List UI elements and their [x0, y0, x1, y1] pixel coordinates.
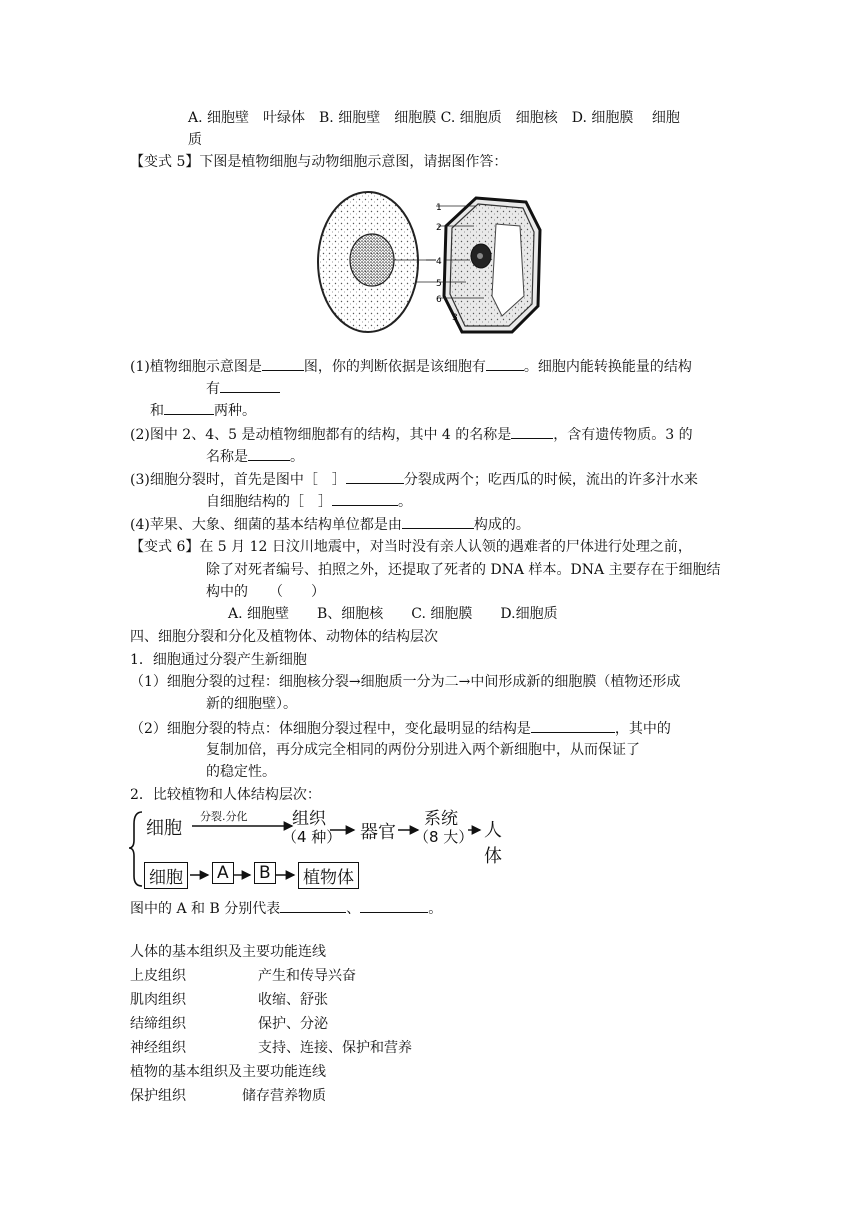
- tissue-name: 神经组织: [130, 1040, 186, 1056]
- plant-tissues-heading: 植物的基本组织及主要功能连线: [130, 1064, 326, 1080]
- answer-blank[interactable]: [332, 491, 398, 506]
- tissue-name: 上皮组织: [130, 968, 186, 984]
- q1-text-a: (1)植物细胞示意图是: [130, 359, 262, 375]
- p1-line2: 新的细胞壁）。: [206, 696, 297, 712]
- tissue-function: 支持、连接、保护和营养: [258, 1040, 412, 1056]
- label-4: 4: [436, 257, 442, 267]
- answer-blank[interactable]: [164, 400, 214, 415]
- p2-line2: 复制加倍，再分成完全相同的两份分别进入两个新细胞中，从而保证了: [206, 742, 640, 758]
- plant-level-b: B: [254, 862, 276, 884]
- subsection-1: 1．细胞通过分裂产生新细胞: [130, 652, 307, 668]
- label-6: 6: [436, 295, 442, 305]
- tissue-name: 结缔组织: [130, 1016, 186, 1032]
- tissue-function: 储存营养物质: [242, 1088, 326, 1104]
- answer-blank[interactable]: [402, 514, 474, 529]
- v5-q1-cont: [206, 378, 280, 399]
- v5-q2: [130, 424, 693, 445]
- cell-diagram: [316, 186, 546, 338]
- ab-text-a: 图中的 A 和 B 分别代表: [130, 901, 281, 917]
- v5-q4: [130, 514, 530, 535]
- p2-text-a: （2）细胞分裂的特点：体细胞分裂过程中，变化最明显的结构是: [130, 721, 531, 737]
- q3-text-d: 。: [398, 494, 412, 510]
- v5-title: 【变式 5】下图是植物细胞与动物细胞示意图，请据图作答：: [130, 154, 508, 170]
- ab-question: [130, 898, 442, 919]
- answer-blank[interactable]: [220, 378, 280, 393]
- human-system: 系统: [424, 809, 458, 829]
- tissue-name: 肌肉组织: [130, 992, 186, 1008]
- v5-q1-cont2: [150, 400, 256, 421]
- p2-line1: [130, 718, 671, 739]
- answer-blank[interactable]: [280, 898, 346, 913]
- answer-blank[interactable]: [486, 356, 524, 371]
- v5-q2-cont: [206, 446, 304, 467]
- v5-q3: [130, 469, 698, 490]
- p2-text-b: ，其中的: [614, 721, 671, 737]
- answer-blank[interactable]: [248, 446, 290, 461]
- ab-text-c: 。: [428, 901, 443, 917]
- section4-heading: 四、细胞分裂和分化及植物体、动物体的结构层次: [130, 629, 438, 645]
- label-3: 3: [452, 313, 458, 323]
- q2-text-a: (2)图中 2、4、5 是动植物细胞都有的结构，其中 4 的名称是: [130, 427, 512, 443]
- plant-level-a: A: [212, 862, 234, 884]
- v6-options: A. 细胞壁 B、细胞核 C. 细胞膜 D.细胞质: [228, 606, 558, 622]
- human-tissue: 组织: [292, 809, 326, 829]
- label-2: 2: [436, 223, 442, 233]
- q3-text-a: (3)细胞分裂时，首先是图中［ ］: [130, 472, 346, 488]
- tissue-function: 产生和传导兴奋: [258, 968, 356, 984]
- plant-body: 植物体: [298, 862, 359, 889]
- v6-line1: 【变式 6】在 5 月 12 日汶川地震中，对当时没有亲人认领的遇难者的尸体进行处理之前，: [130, 539, 692, 555]
- q1-text-c: 。细胞内能转换能量的结构: [523, 359, 692, 375]
- human-cell: 细胞: [146, 818, 182, 839]
- tissue-function: 保护、分泌: [258, 1016, 328, 1032]
- human-body: 人体: [484, 820, 502, 867]
- v5-q3-cont: [206, 491, 412, 512]
- q1-text-b: 图，你的判断依据是该细胞有: [303, 359, 486, 375]
- label-5: 5: [436, 279, 442, 289]
- answer-blank[interactable]: [262, 356, 304, 371]
- human-tissue-count: （4 种）: [282, 828, 342, 846]
- q2-text-c: 名称是: [206, 449, 248, 465]
- human-tissues-heading: 人体的基本组织及主要功能连线: [130, 944, 326, 960]
- ab-text-b: 、: [346, 901, 361, 917]
- answer-blank[interactable]: [346, 469, 404, 484]
- v5-q1: [130, 356, 692, 377]
- q4-text-a: (4)苹果、大象、细菌的基本结构单位都是由: [130, 517, 402, 533]
- tissue-function: 收缩、舒张: [258, 992, 328, 1008]
- p1-line1: （1）细胞分裂的过程：细胞核分裂→细胞质一分为二→中间形成新的细胞膜（植物还形成: [130, 674, 681, 690]
- q1-text-f: 两种。: [214, 403, 256, 419]
- answer-blank[interactable]: [360, 898, 428, 913]
- q1-text-e: 和: [150, 403, 164, 419]
- q2-text-b: ，含有遗传物质。3 的: [553, 427, 693, 443]
- human-system-count: （8 大）: [414, 828, 474, 846]
- hierarchy-diagram: [128, 804, 508, 892]
- label-1: 1: [436, 203, 442, 213]
- v6-line2: 除了对死者编号、拍照之外，还提取了死者的 DNA 样本。DNA 主要存在于细胞结: [206, 562, 721, 578]
- subsection-2: 2．比较植物和人体结构层次：: [130, 787, 321, 803]
- animal-cell-nucleus: [350, 234, 394, 286]
- answer-blank[interactable]: [511, 424, 553, 439]
- option-line: A. 细胞壁 叶绿体 B. 细胞壁 细胞膜 C. 细胞质 细胞核 D. 细胞膜 细胞: [188, 110, 680, 126]
- option-line-cont: 质: [188, 132, 202, 148]
- v6-line3: 构中的 （ ）: [206, 584, 325, 600]
- q3-text-c: 自细胞结构的［ ］: [206, 494, 332, 510]
- tissue-name: 保护组织: [130, 1088, 186, 1104]
- human-organ: 器官: [360, 822, 396, 843]
- answer-blank[interactable]: [531, 718, 615, 733]
- q4-text-b: 构成的。: [473, 517, 530, 533]
- q3-text-b: 分裂成两个；吃西瓜的时候，流出的许多汁水来: [403, 472, 698, 488]
- q1-text-d: 有: [206, 381, 220, 397]
- plant-cell: 细胞: [144, 862, 188, 889]
- q2-text-d: 。: [290, 449, 304, 465]
- p2-line3: 的稳定性。: [206, 764, 276, 780]
- division-differentiation-label: 分裂.分化: [200, 810, 248, 823]
